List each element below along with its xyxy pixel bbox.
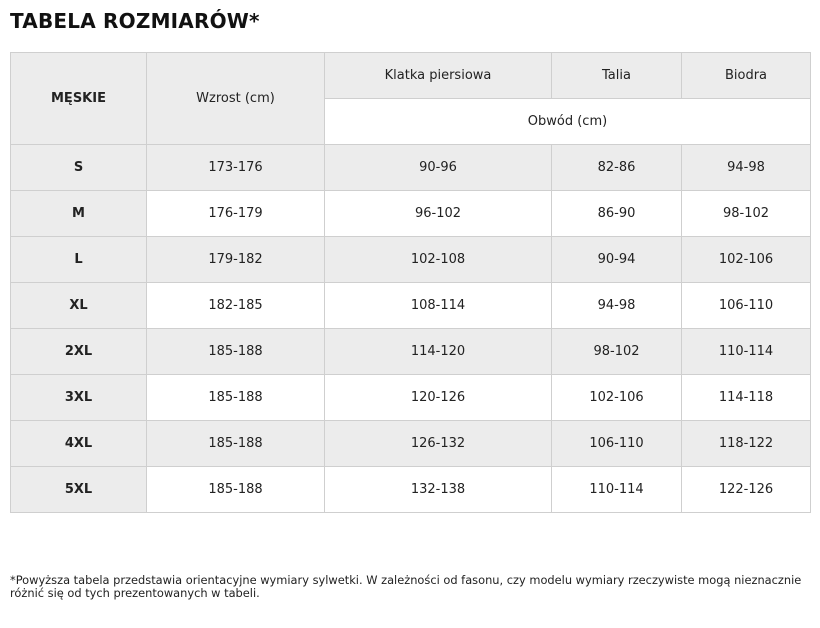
cell-waist: 106-110	[552, 421, 682, 467]
cell-hips: 110-114	[682, 329, 811, 375]
page-title: TABELA ROZMIARÓW*	[10, 9, 260, 33]
cell-waist: 98-102	[552, 329, 682, 375]
cell-waist: 86-90	[552, 191, 682, 237]
size-chart-table	[10, 52, 811, 513]
header-chest: Klatka piersiowa	[325, 53, 552, 99]
cell-height: 176-179	[147, 191, 325, 237]
cell-size: 2XL	[11, 329, 147, 375]
cell-chest: 96-102	[325, 191, 552, 237]
table-row	[11, 421, 811, 467]
cell-hips: 94-98	[682, 145, 811, 191]
cell-size: 4XL	[11, 421, 147, 467]
cell-size: XL	[11, 283, 147, 329]
cell-height: 185-188	[147, 421, 325, 467]
cell-chest: 108-114	[325, 283, 552, 329]
cell-hips: 98-102	[682, 191, 811, 237]
cell-waist: 90-94	[552, 237, 682, 283]
table-header-row	[11, 53, 811, 99]
cell-waist: 110-114	[552, 467, 682, 513]
footnote: *Powyższa tabela przedstawia orientacyjne wymiary sylwetki. W zależności od fasonu, czy modelu wymiary rzeczywiste mogą nieznacznie różnić się od tych prezentowanych w tabeli.	[10, 573, 802, 600]
table-row	[11, 191, 811, 237]
cell-height: 173-176	[147, 145, 325, 191]
table-row	[11, 145, 811, 191]
cell-height: 185-188	[147, 467, 325, 513]
cell-hips: 122-126	[682, 467, 811, 513]
header-waist: Talia	[552, 53, 682, 99]
header-hips: Biodra	[682, 53, 811, 99]
header-height: Wzrost (cm)	[147, 53, 325, 145]
cell-chest: 90-96	[325, 145, 552, 191]
table-row	[11, 283, 811, 329]
table-row	[11, 467, 811, 513]
table-row	[11, 237, 811, 283]
header-mens: MĘSKIE	[11, 53, 147, 145]
cell-chest: 102-108	[325, 237, 552, 283]
cell-size: 3XL	[11, 375, 147, 421]
cell-height: 179-182	[147, 237, 325, 283]
cell-hips: 118-122	[682, 421, 811, 467]
cell-size: L	[11, 237, 147, 283]
cell-height: 185-188	[147, 329, 325, 375]
table-body	[11, 145, 811, 513]
table-row	[11, 375, 811, 421]
cell-waist: 94-98	[552, 283, 682, 329]
cell-chest: 126-132	[325, 421, 552, 467]
cell-chest: 114-120	[325, 329, 552, 375]
cell-size: S	[11, 145, 147, 191]
cell-hips: 114-118	[682, 375, 811, 421]
cell-waist: 82-86	[552, 145, 682, 191]
cell-chest: 132-138	[325, 467, 552, 513]
header-circumference: Obwód (cm)	[325, 99, 811, 145]
cell-hips: 106-110	[682, 283, 811, 329]
cell-size: M	[11, 191, 147, 237]
cell-waist: 102-106	[552, 375, 682, 421]
table-row	[11, 329, 811, 375]
cell-hips: 102-106	[682, 237, 811, 283]
cell-height: 185-188	[147, 375, 325, 421]
cell-chest: 120-126	[325, 375, 552, 421]
cell-size: 5XL	[11, 467, 147, 513]
cell-height: 182-185	[147, 283, 325, 329]
